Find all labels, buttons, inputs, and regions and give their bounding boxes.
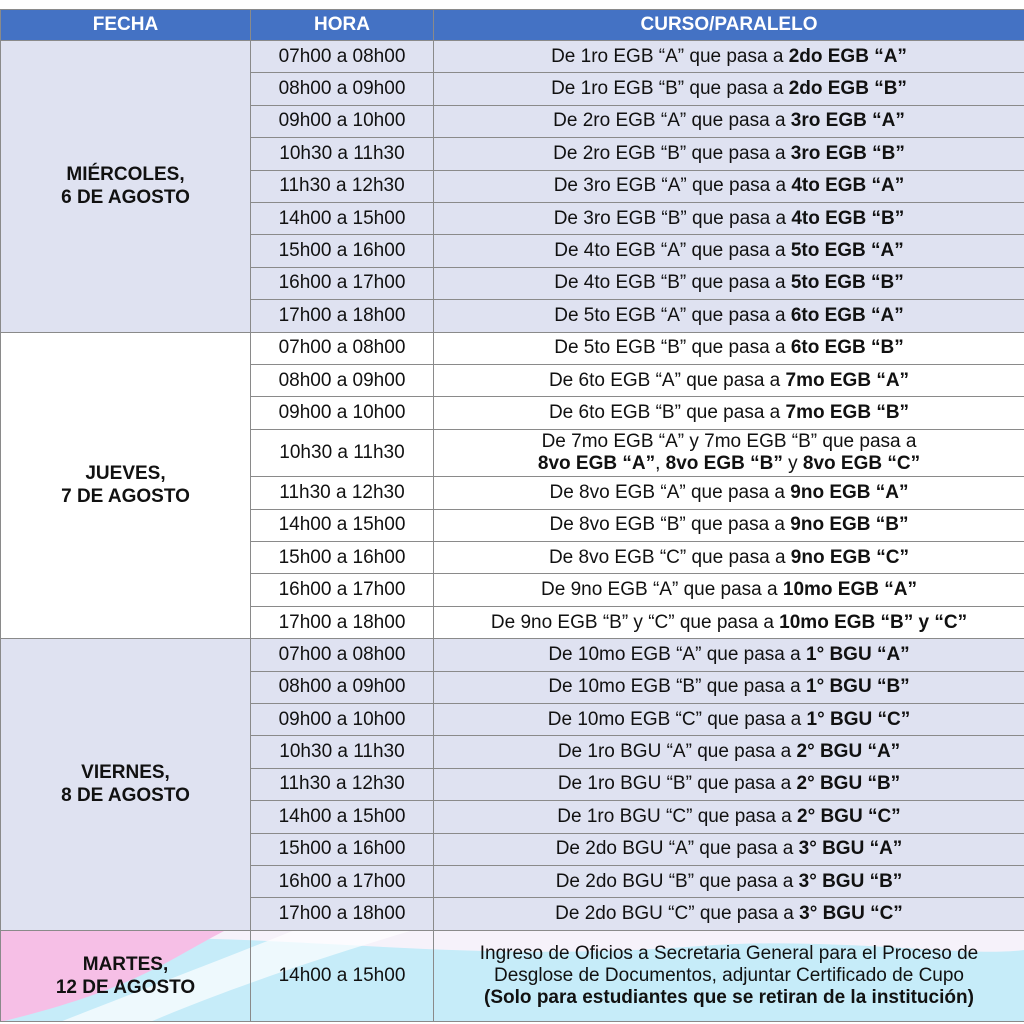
time-cell: 11h30 a 12h30 <box>251 477 434 509</box>
time-cell: 16h00 a 17h00 <box>251 574 434 606</box>
course-cell: De 2ro EGB “B” que pasa a 3ro EGB “B” <box>434 138 1024 170</box>
course-cell: De 10mo EGB “B” que pasa a 1° BGU “B” <box>434 671 1024 703</box>
date-line1: JUEVES, <box>85 463 166 485</box>
header-row <box>1 10 1024 41</box>
course-cell: De 10mo EGB “C” que pasa a 1° BGU “C” <box>434 704 1024 736</box>
time-cell: 09h00 a 10h00 <box>251 704 434 736</box>
time-cell: 11h30 a 12h30 <box>251 170 434 202</box>
time-cell: 07h00 a 08h00 <box>251 41 434 73</box>
course-cell: De 8vo EGB “A” que pasa a 9no EGB “A” <box>434 477 1024 509</box>
header-fecha: FECHA <box>1 10 251 41</box>
course-cell: De 6to EGB “B” que pasa a 7mo EGB “B” <box>434 397 1024 429</box>
date-line2: 8 DE AGOSTO <box>61 785 190 807</box>
course-cell: De 1ro BGU “C” que pasa a 2° BGU “C” <box>434 801 1024 833</box>
time-cell: 14h00 a 15h00 <box>251 930 434 1021</box>
date-line2: 7 DE AGOSTO <box>61 486 190 508</box>
course-cell: De 6to EGB “A” que pasa a 7mo EGB “A” <box>434 364 1024 396</box>
course-cell: De 8vo EGB “B” que pasa a 9no EGB “B” <box>434 509 1024 541</box>
course-cell: De 7mo EGB “A” y 7mo EGB “B” que pasa a 8vo EGB “A”, 8vo EGB “B” y 8vo EGB “C” <box>434 429 1024 477</box>
course-cell: Ingreso de Oficios a Secretaria General para el Proceso de Desglose de Documentos, adjuntar Certificado de Cupo (Solo para estudiantes que se retiran de la institución) <box>434 930 1024 1021</box>
course-cell: De 2ro EGB “A” que pasa a 3ro EGB “A” <box>434 105 1024 137</box>
course-cell: De 9no EGB “A” que pasa a 10mo EGB “A” <box>434 574 1024 606</box>
time-cell: 15h00 a 16h00 <box>251 542 434 574</box>
date-cell <box>1 930 251 1021</box>
table-row <box>1 332 1024 364</box>
course-cell: De 8vo EGB “C” que pasa a 9no EGB “C” <box>434 542 1024 574</box>
course-cell: De 5to EGB “B” que pasa a 6to EGB “B” <box>434 332 1024 364</box>
time-cell: 17h00 a 18h00 <box>251 300 434 332</box>
header-hora: HORA <box>251 10 434 41</box>
table-row <box>1 639 1024 671</box>
course-cell: De 2do BGU “C” que pasa a 3° BGU “C” <box>434 898 1024 930</box>
time-cell: 07h00 a 08h00 <box>251 639 434 671</box>
course-cell: De 3ro EGB “A” que pasa a 4to EGB “A” <box>434 170 1024 202</box>
time-cell: 08h00 a 09h00 <box>251 73 434 105</box>
course-cell: De 4to EGB “B” que pasa a 5to EGB “B” <box>434 267 1024 299</box>
time-cell: 15h00 a 16h00 <box>251 833 434 865</box>
time-cell: 16h00 a 17h00 <box>251 865 434 897</box>
course-cell: De 10mo EGB “A” que pasa a 1° BGU “A” <box>434 639 1024 671</box>
date-cell <box>1 41 251 333</box>
time-cell: 09h00 a 10h00 <box>251 105 434 137</box>
course-cell: De 2do BGU “A” que pasa a 3° BGU “A” <box>434 833 1024 865</box>
course-cell: De 5to EGB “A” que pasa a 6to EGB “A” <box>434 300 1024 332</box>
schedule-table <box>0 9 1024 1022</box>
time-cell: 10h30 a 11h30 <box>251 429 434 477</box>
table-row <box>1 41 1024 73</box>
table-row <box>1 930 1024 1021</box>
course-cell: De 2do BGU “B” que pasa a 3° BGU “B” <box>434 865 1024 897</box>
course-cell: De 1ro BGU “B” que pasa a 2° BGU “B” <box>434 768 1024 800</box>
time-cell: 08h00 a 09h00 <box>251 364 434 396</box>
time-cell: 10h30 a 11h30 <box>251 736 434 768</box>
date-line1: MIÉRCOLES, <box>66 164 185 186</box>
course-cell: De 9no EGB “B” y “C” que pasa a 10mo EGB “B” y “C” <box>434 606 1024 638</box>
course-cell: De 3ro EGB “B” que pasa a 4to EGB “B” <box>434 202 1024 234</box>
course-cell: De 1ro EGB “B” que pasa a 2do EGB “B” <box>434 73 1024 105</box>
time-cell: 08h00 a 09h00 <box>251 671 434 703</box>
header-curso-paralelo: CURSO/PARALELO <box>434 10 1024 41</box>
course-cell: De 1ro BGU “A” que pasa a 2° BGU “A” <box>434 736 1024 768</box>
time-cell: 17h00 a 18h00 <box>251 898 434 930</box>
date-cell <box>1 639 251 931</box>
time-cell: 11h30 a 12h30 <box>251 768 434 800</box>
date-cell <box>1 332 251 639</box>
date-line1: MARTES, <box>82 953 169 975</box>
date-line2: 12 DE AGOSTO <box>55 976 196 998</box>
time-cell: 14h00 a 15h00 <box>251 202 434 234</box>
course-cell: De 4to EGB “A” que pasa a 5to EGB “A” <box>434 235 1024 267</box>
time-cell: 17h00 a 18h00 <box>251 606 434 638</box>
date-line1: VIERNES, <box>81 762 170 784</box>
time-cell: 10h30 a 11h30 <box>251 138 434 170</box>
time-cell: 07h00 a 08h00 <box>251 332 434 364</box>
date-line2: 6 DE AGOSTO <box>61 187 190 209</box>
time-cell: 09h00 a 10h00 <box>251 397 434 429</box>
time-cell: 15h00 a 16h00 <box>251 235 434 267</box>
time-cell: 14h00 a 15h00 <box>251 509 434 541</box>
time-cell: 16h00 a 17h00 <box>251 267 434 299</box>
course-cell: De 1ro EGB “A” que pasa a 2do EGB “A” <box>434 41 1024 73</box>
time-cell: 14h00 a 15h00 <box>251 801 434 833</box>
